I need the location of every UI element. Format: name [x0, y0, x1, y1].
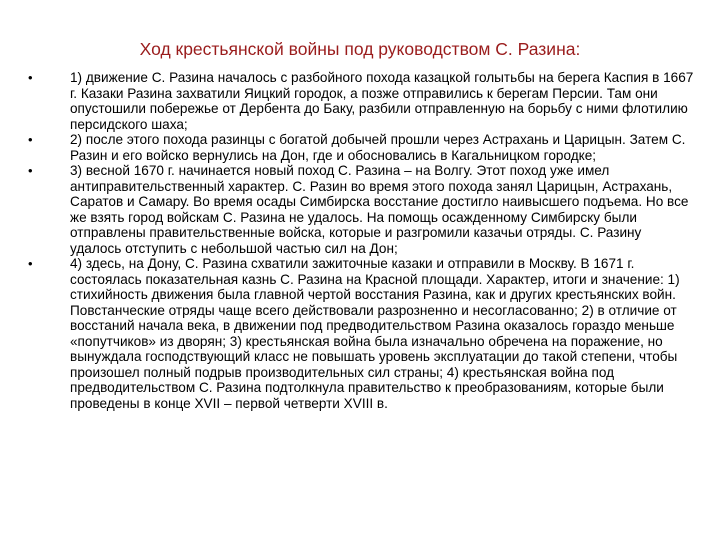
bullet-dot-icon: •	[28, 163, 33, 178]
bullet-dot-icon: •	[28, 70, 33, 85]
bullet-text: 2) после этого похода разинцы с богатой добычей прошли через Астрахань и Царицын. Затем С. Разин и его войско вернулись на Дон, где и обосновались в Кагальницком городке;	[70, 132, 686, 163]
bullet-item	[24, 163, 696, 256]
bullet-text: 3) весной 1670 г. начинается новый поход С. Разина – на Волгу. Этот поход уже имел антиправительственный характер. С. Разин во время этого похода занял Царицын, Астрахань, Саратов и Самару. Во время осады Симбирска восстание достигло наивысшего подъема. Но все же взять город войскам С. Разина не удалось. На помощь осажденному Симбирску были отправлены правительственные войска, которые и разгромили казачьи отряды. С. Разину удалось отступить с небольшой частью сил на Дон;	[70, 163, 689, 256]
bullet-text: 1) движение С. Разина началось с разбойного похода казацкой голытьбы на берега Каспия в 1667 г. Казаки Разина захватили Яицкий городок, а позже отправились к берегам Персии. Там они опустошили побережье от Дербента до Баку, разбили отправленную на борьбу с ними флотилию персидского шаха;	[70, 70, 694, 132]
bullet-dot-icon: •	[28, 256, 33, 271]
bullet-text: 4) здесь, на Дону, С. Разина схватили зажиточные казаки и отправили в Москву. В 1671 г. состоялась показательная казнь С. Разина на Красной площади. Характер, итоги и значение: 1) стихийность движения была главной чертой восстания Разина, как и других крестьянских войн. Повстанческие отряды чаще всего действовали разрозненно и несогласованно; 2) в отличие от восстаний начала века, в движении под предводительством Разина оказалось гораздо меньше «попутчиков» из дворян; 3) крестьянская война была изначально обречена на поражение, но вынуждала господствующий класс не повышать уровень эксплуатации до такой степени, чтобы произошел полный подрыв производительных сил страны; 4) крестьянская война под предводительством С. Разина подтолкнула правительство к преобразованиям, которые были проведены в конце XVII – первой четверти XVIII в.	[70, 256, 680, 411]
bullet-item	[24, 256, 696, 411]
bullet-dot-icon: •	[28, 132, 33, 147]
bullet-list	[24, 70, 696, 411]
bullet-item	[24, 132, 696, 163]
bullet-item	[24, 70, 696, 132]
slide-title: Ход крестьянской войны под руководством С. Разина:	[139, 39, 581, 59]
